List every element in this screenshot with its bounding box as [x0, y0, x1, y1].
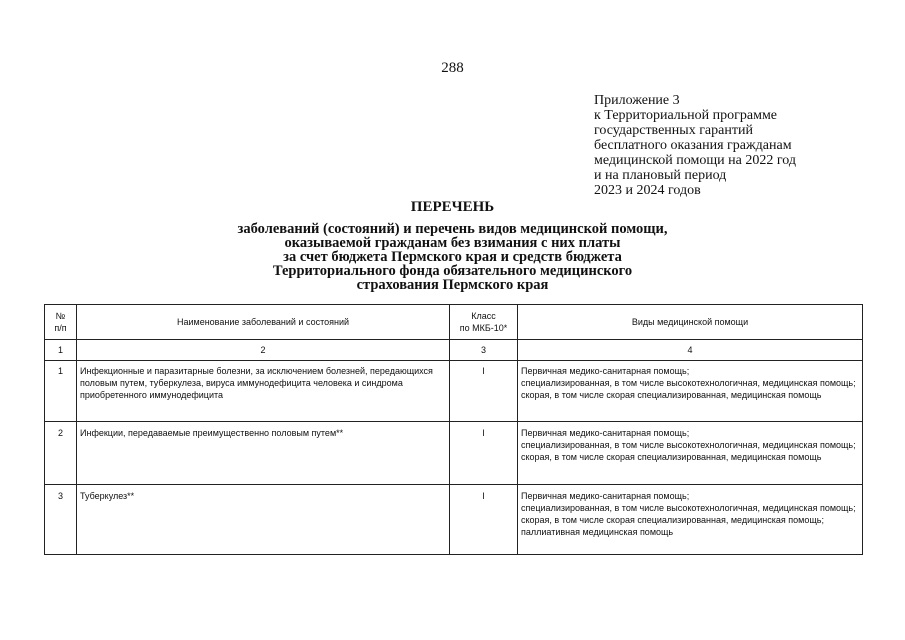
table-row — [45, 485, 863, 555]
table-row — [45, 422, 863, 485]
care-type-line: специализированная, в том числе высокотехнологичная, медицинская помощь; — [521, 440, 856, 450]
care-types — [518, 361, 863, 422]
care-type-line: специализированная, в том числе высокотехнологичная, медицинская помощь; — [521, 378, 856, 388]
care-types — [518, 422, 863, 485]
row-number: 3 — [45, 485, 77, 555]
care-type-line: скорая, в том числе скорая специализированная, медицинская помощь — [521, 390, 822, 400]
care-types — [518, 485, 863, 555]
table-row — [45, 361, 863, 422]
care-type-line: Первичная медико-санитарная помощь; — [521, 366, 690, 376]
care-type-line: Первичная медико-санитарная помощь; — [521, 428, 690, 438]
document-subtitle: заболеваний (состояний) и перечень видов медицинской помощи, оказываемой гражданам без взимания с них платы за счет бюджета Пермского края и средств бюджета Территориального фонда обязательного медицинского страхования Пермского края — [237, 221, 668, 293]
care-type-line: Первичная медико-санитарная помощь; — [521, 491, 690, 501]
header-name: Наименование заболеваний и состояний — [77, 305, 450, 340]
disease-name: Туберкулез** — [77, 485, 450, 555]
icd-class: I — [450, 361, 518, 422]
diseases-table — [44, 304, 863, 555]
care-type-line: скорая, в том числе скорая специализированная, медицинская помощь; — [521, 515, 824, 525]
appendix-note: Приложение 3 к Территориальной программе государственных гарантий бесплатного оказания гражданам медицинской помощи на 2022 год и на плановый период 2023 и 2024 годов — [594, 93, 796, 198]
icd-class: I — [450, 422, 518, 485]
header-class: Класс по МКБ-10* — [450, 305, 518, 340]
table-header-row — [45, 305, 863, 340]
disease-name: Инфекции, передаваемые преимущественно половым путем** — [77, 422, 450, 485]
index-cell: 4 — [518, 340, 863, 361]
header-num: № п/п — [45, 305, 77, 340]
index-cell: 3 — [450, 340, 518, 361]
disease-name: Инфекционные и паразитарные болезни, за исключением болезней, передающихся половым путем, туберкулеза, вируса иммунодефицита человека и синдрома приобретенного иммунодефицита — [77, 361, 450, 422]
care-type-line: паллиативная медицинская помощь — [521, 527, 674, 537]
index-cell: 2 — [77, 340, 450, 361]
care-type-line: скорая, в том числе скорая специализированная, медицинская помощь — [521, 452, 822, 462]
header-types: Виды медицинской помощи — [518, 305, 863, 340]
index-row — [45, 340, 863, 361]
index-cell: 1 — [45, 340, 77, 361]
row-number: 2 — [45, 422, 77, 485]
care-type-line: специализированная, в том числе высокотехнологичная, медицинская помощь; — [521, 503, 856, 513]
icd-class: I — [450, 485, 518, 555]
document-title: ПЕРЕЧЕНЬ — [410, 199, 495, 215]
row-number: 1 — [45, 361, 77, 422]
page-number: 288 — [441, 60, 464, 76]
